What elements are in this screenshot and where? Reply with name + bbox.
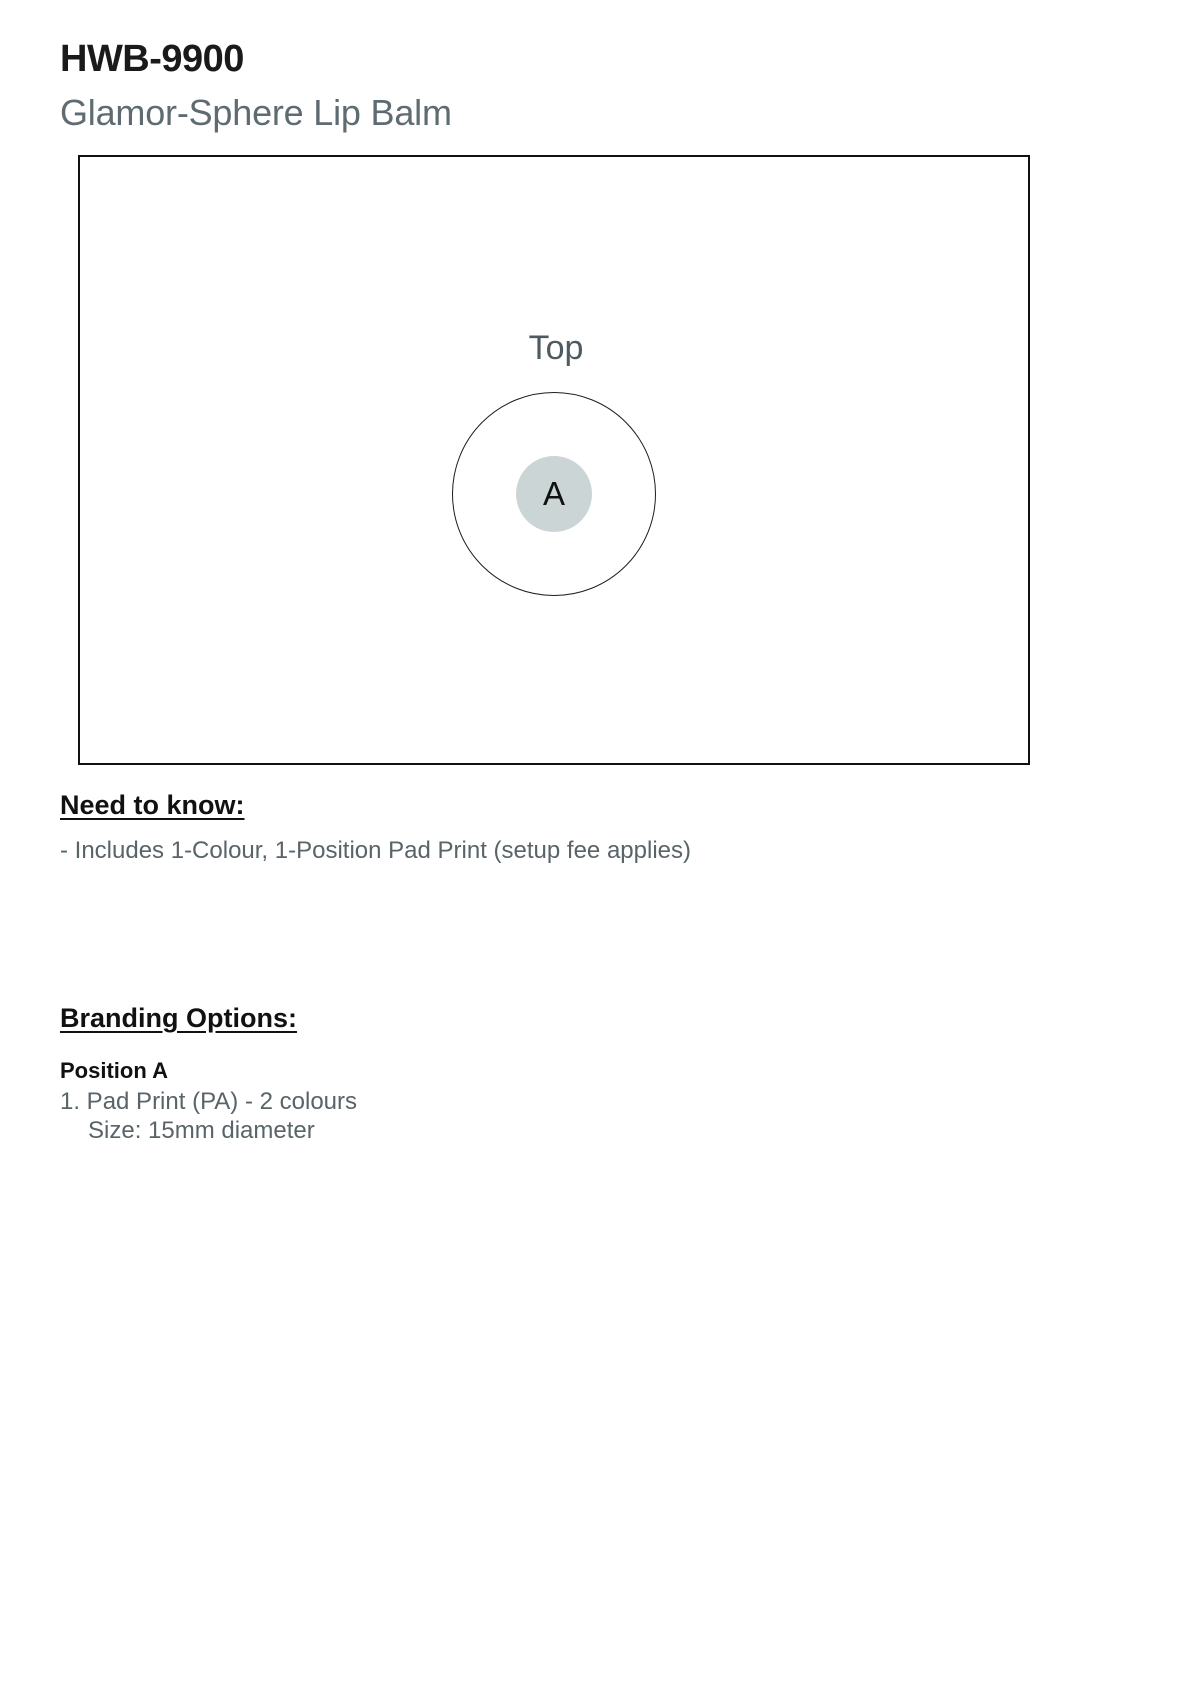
need-to-know-heading: Need to know:	[60, 790, 245, 820]
branding-position-marker-label: A	[542, 474, 565, 512]
branding-options-heading: Branding Options:	[60, 1003, 297, 1033]
product-diagram	[78, 155, 1030, 765]
page-title: HWB-9900	[60, 38, 244, 80]
need-to-know-line: - Includes 1-Colour, 1-Position Pad Print (setup fee applies)	[60, 837, 691, 864]
branding-position-marker-a	[516, 456, 592, 532]
diagram-view-label: Top	[528, 329, 584, 367]
branding-method-line: 1. Pad Print (PA) - 2 colours	[60, 1088, 357, 1115]
branding-size-line: Size: 15mm diameter	[88, 1117, 315, 1144]
product-name: Glamor-Sphere Lip Balm	[60, 92, 452, 133]
branding-position-label: Position A	[60, 1058, 168, 1083]
